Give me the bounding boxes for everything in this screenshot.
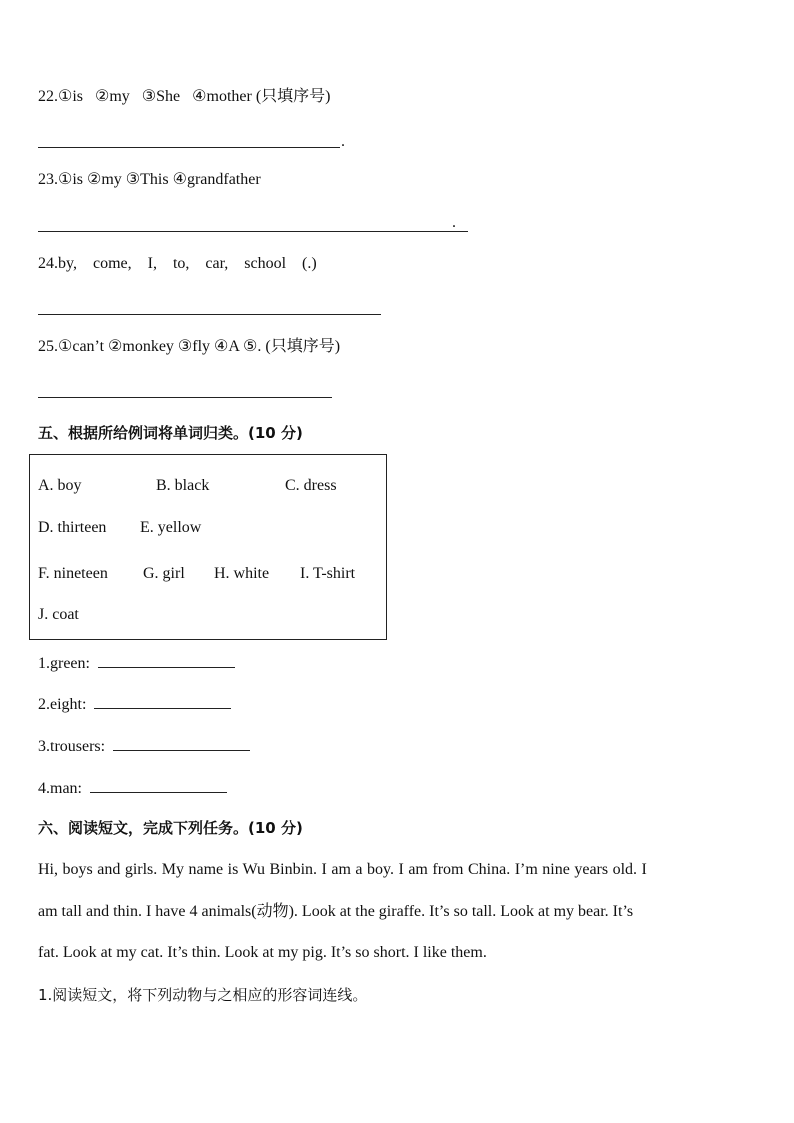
classify-blank-3[interactable] bbox=[113, 736, 250, 751]
classify-blank-4[interactable] bbox=[90, 778, 227, 793]
word-b: B. black bbox=[156, 477, 210, 494]
answer-line-24 bbox=[38, 314, 381, 315]
word-f: F. nineteen bbox=[38, 565, 108, 582]
word-d: D. thirteen bbox=[38, 519, 107, 536]
word-c: C. dress bbox=[285, 477, 337, 494]
section-6-heading: 六、阅读短文，完成下列任务。(10 分) bbox=[38, 819, 303, 837]
word-h: H. white bbox=[214, 565, 270, 582]
word-g: G. girl bbox=[143, 565, 185, 582]
passage-line-2: am tall and thin. I have 4 animals(动物). Look at the giraffe. It’s so tall. Look at my bear. It’s bbox=[38, 903, 634, 920]
question-24: 24.by, come, I, to, car, school (.) bbox=[38, 255, 317, 272]
answer-line-22 bbox=[38, 147, 340, 148]
question-22: 22.①is ②my ③She ④mother (只填序号) bbox=[38, 88, 331, 105]
classify-blank-1[interactable] bbox=[98, 653, 235, 668]
answer-end-23: . bbox=[452, 214, 456, 231]
classify-item-1 bbox=[38, 653, 235, 674]
word-a: A. boy bbox=[38, 477, 82, 494]
question-25: 25.①can’t ②monkey ③fly ④A ⑤. (只填序号) bbox=[38, 338, 341, 355]
word-bank-box bbox=[29, 454, 387, 640]
classify-label-3: 3.trousers: bbox=[38, 738, 106, 755]
answer-end-22: . bbox=[341, 133, 345, 150]
answer-line-23 bbox=[38, 231, 468, 232]
passage-line-1: Hi, boys and girls. My name is Wu Binbin. I am a boy. I am from China. I’m nine years old. I bbox=[38, 861, 647, 878]
classify-label-2: 2.eight: bbox=[38, 696, 87, 713]
classify-label-1: 1.green: bbox=[38, 655, 90, 672]
passage-line-3: fat. Look at my cat. It’s thin. Look at my pig. It’s so short. I like them. bbox=[38, 944, 487, 961]
classify-item-2 bbox=[38, 694, 231, 715]
classify-item-4 bbox=[38, 778, 227, 799]
classify-label-4: 4.man: bbox=[38, 780, 82, 797]
classify-blank-2[interactable] bbox=[94, 694, 231, 709]
classify-item-3 bbox=[38, 736, 250, 757]
word-e: E. yellow bbox=[140, 519, 202, 536]
task-1-instruction: 1.阅读短文，将下列动物与之相应的形容词连线。 bbox=[38, 986, 368, 1004]
answer-line-25 bbox=[38, 397, 332, 398]
word-j: J. coat bbox=[38, 606, 79, 623]
question-23: 23.①is ②my ③This ④grandfather bbox=[38, 171, 261, 188]
section-5-heading: 五、根据所给例词将单词归类。(10 分) bbox=[38, 424, 303, 442]
word-i: I. T-shirt bbox=[300, 565, 356, 582]
